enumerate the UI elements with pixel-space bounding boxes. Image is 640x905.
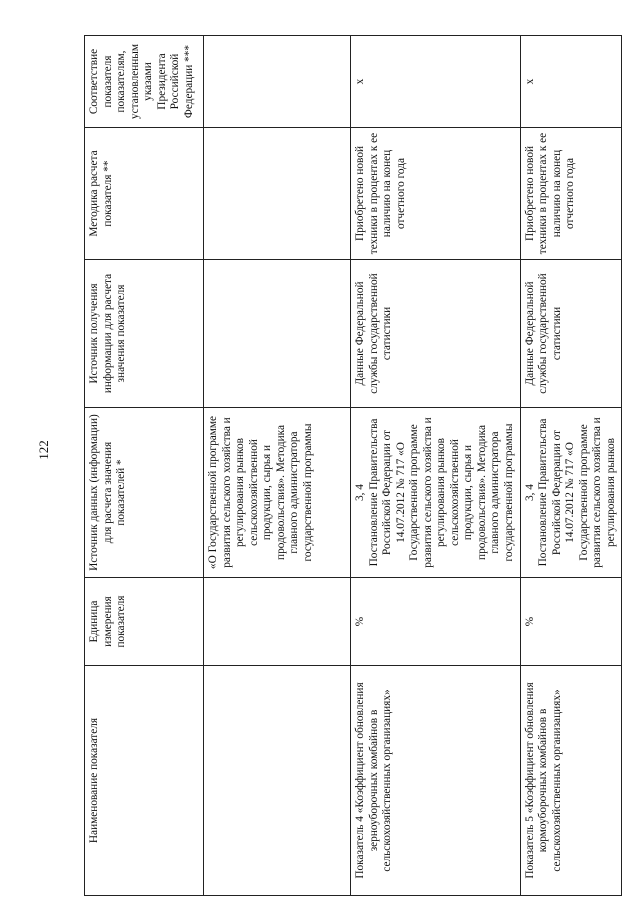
cell-compliance xyxy=(204,36,351,128)
cell-name: Показатель 5 «Коэффициент обновления кормоуборочных комбайнов в сельскохозяйственных организациях» xyxy=(520,666,622,896)
header-name: Наименование показателя xyxy=(85,666,204,896)
cell-method: Приобретено новой техники в процентах к ее наличию на конец отчетного года xyxy=(351,128,521,260)
cell-unit: % xyxy=(520,578,622,666)
indicators-table xyxy=(84,35,622,896)
cell-unit xyxy=(204,578,351,666)
cell-method: Приобретено новой техники в процентах к ее наличию на конец отчетного года xyxy=(520,128,622,260)
rotated-table-wrapper xyxy=(84,36,617,896)
cell-compliance: х xyxy=(351,36,521,128)
cell-info xyxy=(204,260,351,408)
header-unit: Единица измерения показателя xyxy=(85,578,204,666)
header-info: Источник получения информации для расчета значения показателя xyxy=(85,260,204,408)
cell-name: Показатель 4 «Коэффициент обновления зерноуборочных комбайнов в сельскохозяйственных организациях» xyxy=(351,666,521,896)
table-header-row xyxy=(85,36,204,896)
cell-source: 3, 4 Постановление Правительства Российской Федерации от 14.07.2012 № 717 «О Государственной программе развития сельского хозяйства и регулирования рынков сельскохозяйственной продукции, сырья и продовольствия». Методика главного администратора государственной программы xyxy=(351,408,521,578)
header-compliance: Соответствие показателя показателям, установленным указами Президента Российской Федерации *** xyxy=(85,36,204,128)
table-row xyxy=(204,36,351,896)
cell-info: Данные Федеральной службы государственной статистики xyxy=(520,260,622,408)
cell-source: 3, 4 Постановление Правительства Российской Федерации от 14.07.2012 № 717 «О Государственной программе развития сельского хозяйства и регулирования рынков xyxy=(520,408,622,578)
table-row xyxy=(351,36,521,896)
cell-compliance: х xyxy=(520,36,622,128)
header-method: Методика расчета показателя ** xyxy=(85,128,204,260)
cell-info: Данные Федеральной службы государственной статистики xyxy=(351,260,521,408)
cell-unit: % xyxy=(351,578,521,666)
table-row xyxy=(520,36,622,896)
header-source: Источник данных (информации) для расчета значения показателей * xyxy=(85,408,204,578)
cell-method xyxy=(204,128,351,260)
cell-source: «О Государственной программе развития сельского хозяйства и регулирования рынков сельскохозяйственной продукции, сырья и продовольствия». Методика главного администратора государственной программы xyxy=(204,408,351,578)
page-number: 122 xyxy=(36,440,51,460)
cell-name xyxy=(204,666,351,896)
